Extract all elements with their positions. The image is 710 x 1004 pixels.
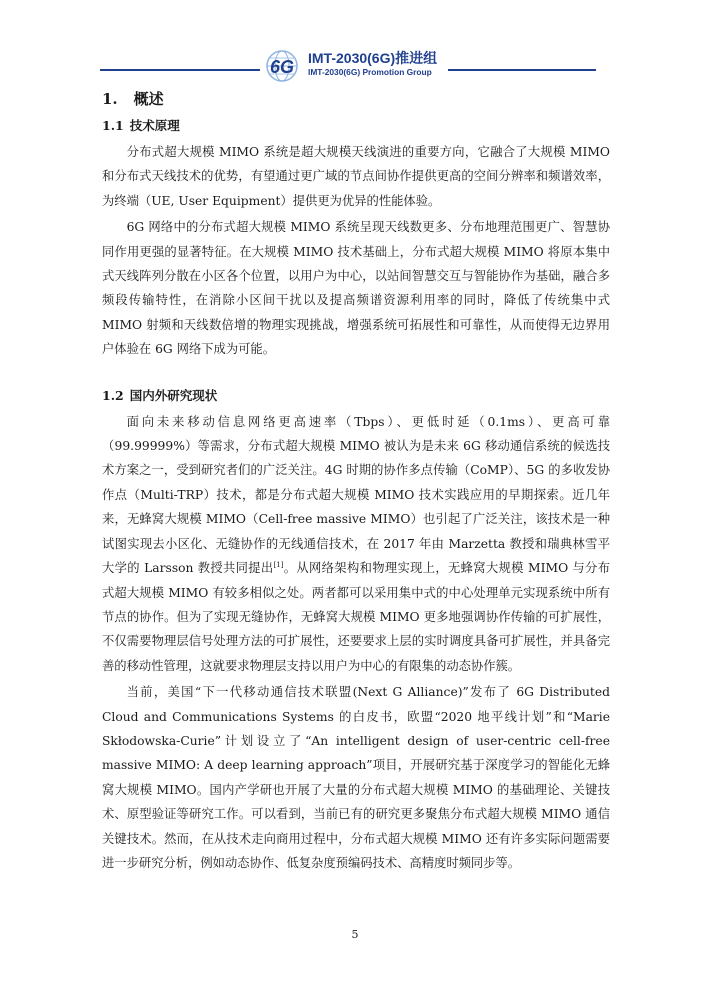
document-body [102, 88, 610, 877]
subsection-title: 国内外研究现状 [129, 387, 218, 403]
paragraph-text: 。从网络架构和物理实现上，无蜂窝大规模 MIMO 与分布式超大规模 MIMO 有较多相似之处。两者都可以采用集中式的中心处理单元实现系统中所有节点的协作。但为了实现无缝协作，无蜂窝大规模 MIMO 更多地强调协作传输的可扩展性，不仅需要物理层信号处理方法的可扩展性，还要要求上层的实时调度具备可扩展性，并具备完善的移动性管理，这就要求物理层支持以用户为中心的有限集的动态协作簇。 [102, 561, 610, 673]
header-title: IMT-2030(6G)推进组 [308, 50, 438, 66]
citation-reference[interactable]: [1] [273, 561, 284, 569]
section-heading [102, 88, 610, 110]
6g-globe-logo-icon [262, 46, 308, 86]
logo-text: 6G [269, 57, 295, 77]
paragraph: 分布式超大规模 MIMO 系统是超大规模天线演进的重要方向，它融合了大规模 MIMO 和分布式天线技术的优势，有望通过更广域的节点间协作提供更高的空间分辨率和频谱效率，为终端（UE, User Equipment）提供更为优异的性能体验。 [102, 145, 610, 208]
page-number: 5 [351, 928, 359, 941]
header-text [308, 50, 437, 78]
paragraph-text: 面向未来移动信息网络更高速率（Tbps）、更低时延（0.1ms）、更高可靠（99.99999%）等需求，分布式超大规模 MIMO 被认为是未来 6G 移动通信系统的候选技术方案之一，受到研究者们的广泛关注。4G 时期的协作多点传输（CoMP）、5G 的多收发协作点（Multi-TRP）技术，都是分布式超大规模 MIMO 技术实践应用的早期探索。近几年来，无蜂窝大规模 MIMO（Cell-free massive MIMO）也引起了广泛关注，该技术是一种试图实现去小区化、无缝协作的无线通信技术，在 2017 年由 Marzetta 教授和瑞典林雪平大学的 Larsson 教授共同提出 [102, 414, 610, 576]
subsection-heading [102, 116, 610, 136]
section-title: 概述 [133, 90, 164, 108]
header-rule-left [100, 69, 260, 71]
paragraph: 当前，美国“下一代移动通信技术联盟(Next G Alliance)”发布了 6G Distributed Cloud and Communications Systems 的白皮书，欧盟“2020 地平线计划”和“Marie Skłodowska-Curie”计划设立了“An intelligent design of user-centric cell-free massive MIMO: A deep learning approach”项目，开展研究基于深度学习的智能化无蜂窝大规模 MIMO。国内产学研也开展了大量的分布式超大规模 MIMO 的基础理论、关键技术、原型验证等研究工作。可以看到，当前已有的研究更多聚焦分布式超大规模 MIMO 通信关键技术。然而，在从技术走向商用过程中，分布式超大规模 MIMO 还有许多实际问题需要进一步研究分析，例如动态协作、低复杂度预编码技术、高精度时频同步等。 [102, 685, 610, 870]
page-header [0, 44, 710, 90]
subsection-number: 1.2 [102, 387, 124, 403]
subsection-title: 技术原理 [129, 118, 180, 133]
header-subtitle: IMT-2030(6G) Promotion Group [308, 67, 432, 77]
paragraph [102, 410, 610, 678]
section-number: 1. [102, 90, 118, 108]
paragraph: 6G 网络中的分布式超大规模 MIMO 系统呈现天线数更多、分布地理范围更广、智慧协同作用更强的显著特征。在大规模 MIMO 技术基础上，分布式超大规模 MIMO 将原本集中式天线阵列分散在小区各个位置，以用户为中心，以站间智慧交互与智能协作为基础，融合多频段传输特性，在消除小区间干扰以及提高频谱资源利用率的同时，降低了传统集中式 MIMO 射频和天线数倍增的物理实现挑战，增强系统可拓展性和可靠性，从而使得无边界用户体验在 6G 网络下成为可能。 [102, 220, 610, 357]
subsection-heading [102, 386, 610, 406]
header-rule-right [448, 69, 596, 71]
subsection-number: 1.1 [102, 118, 124, 133]
